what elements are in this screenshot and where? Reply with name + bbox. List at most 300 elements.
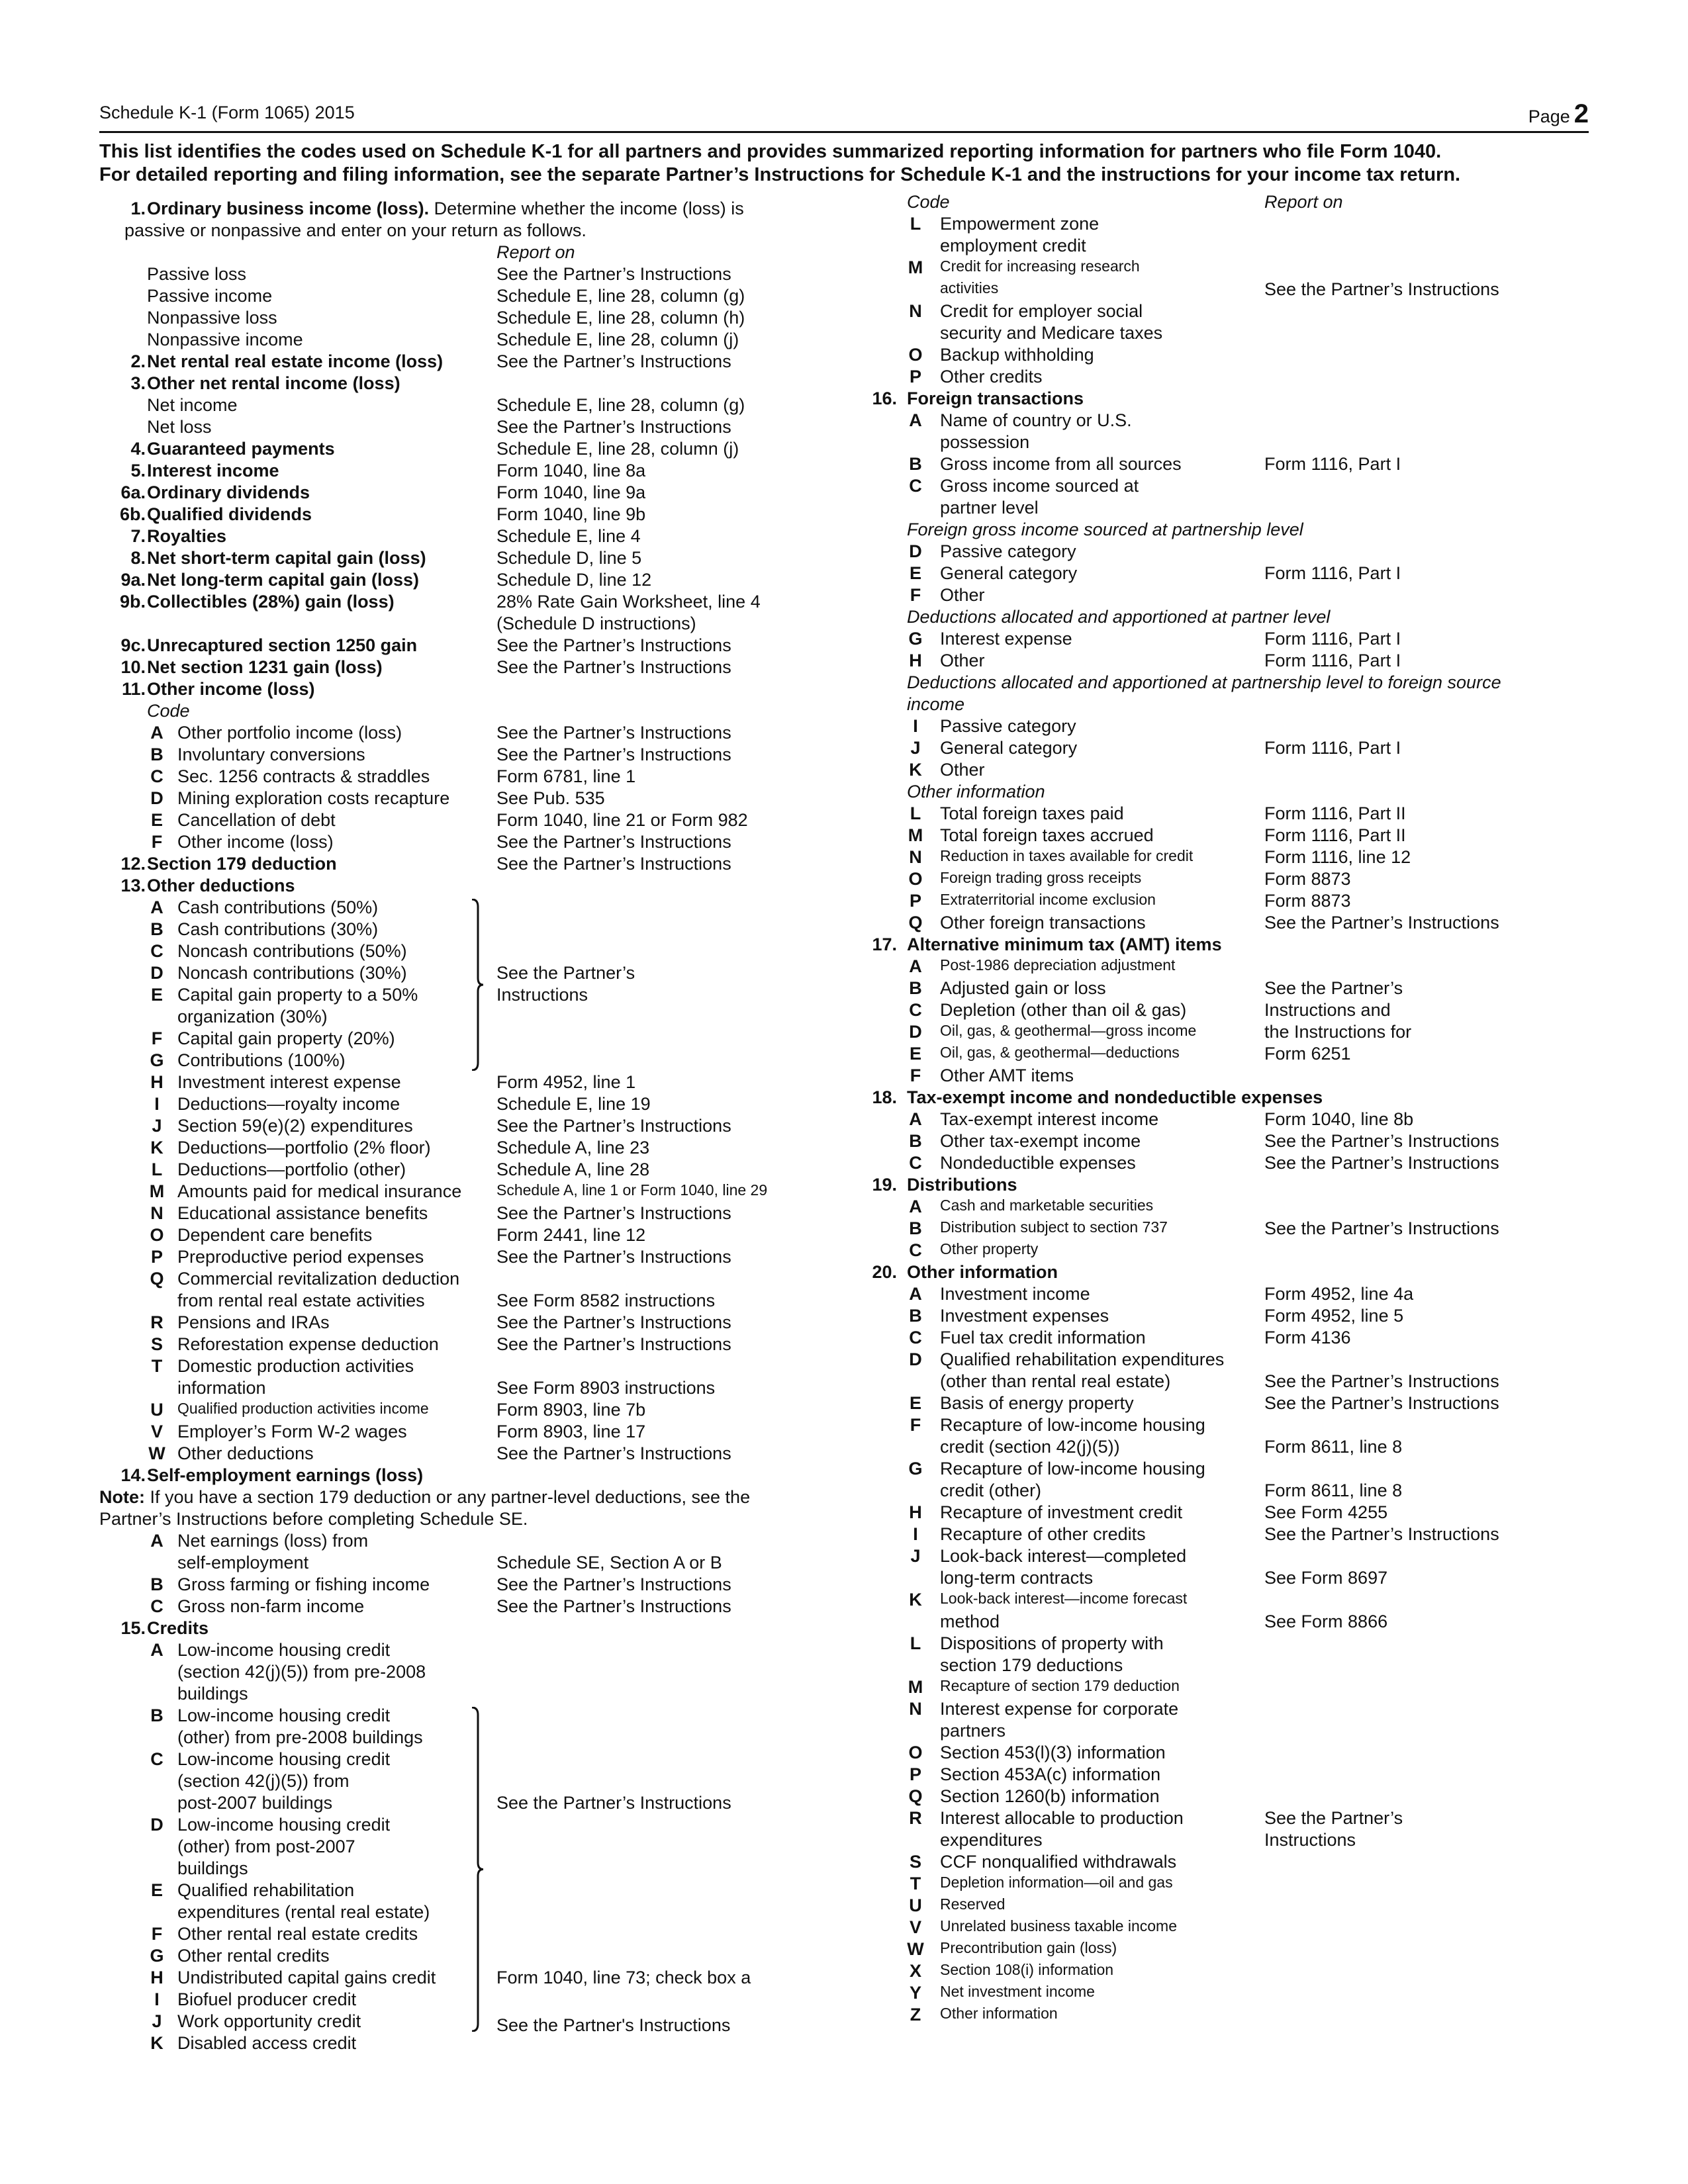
section-caption: Deductions allocated and apportioned at partner level: [907, 607, 1331, 627]
code-letter: A: [150, 1640, 164, 1660]
code-letter: E: [150, 1880, 163, 1900]
form-line: [861, 1895, 1595, 1917]
code-desc: Backup withholding: [940, 345, 1094, 365]
report-on: Schedule E, line 19: [496, 1094, 651, 1114]
line-number: 9b.: [119, 592, 146, 612]
line-number: 7.: [130, 526, 146, 546]
line-number: 3.: [130, 373, 146, 393]
report-on: See Form 8866: [1264, 1612, 1388, 1631]
form-line: [99, 199, 894, 220]
code-letter: S: [909, 1852, 921, 1872]
code-desc: Precontribution gain (loss): [940, 1939, 1117, 1956]
code-desc: Gross income from all sources: [940, 454, 1182, 474]
code-desc: (section 42(j)(5)) from: [177, 1771, 350, 1791]
page-number: Page 2: [1528, 99, 1589, 128]
form-line: [99, 832, 894, 854]
form-line: [99, 1618, 894, 1640]
code-letter: A: [909, 956, 922, 976]
code-desc: (other than rental real estate): [940, 1371, 1171, 1391]
code-letter: K: [150, 2033, 164, 2053]
code-desc: Interest allocable to production: [940, 1808, 1184, 1828]
code-letter: O: [908, 869, 923, 889]
form-line: [99, 657, 894, 679]
report-on: Form 8611, line 8: [1264, 1437, 1403, 1457]
form-line: [861, 1699, 1595, 1721]
line-title: Net short-term capital gain (loss): [147, 548, 426, 568]
code-desc: Foreign trading gross receipts: [940, 869, 1142, 886]
code-letter: P: [150, 1247, 163, 1267]
line-number: 9a.: [120, 570, 146, 590]
code-desc: section 179 deductions: [940, 1655, 1123, 1675]
code-desc: Credit for increasing research: [940, 257, 1140, 275]
line-number: 1.: [130, 199, 146, 218]
line-title: Other income (loss): [147, 679, 315, 699]
code-desc: credit (section 42(j)(5)): [940, 1437, 1120, 1457]
form-line: [99, 701, 894, 723]
code-letter: N: [150, 1203, 164, 1223]
report-on: Form 1116, Part II: [1264, 825, 1406, 845]
code-letter: H: [909, 651, 922, 670]
form-line: [99, 1924, 894, 1946]
form-line: [861, 978, 1595, 1000]
form-line: [861, 1961, 1595, 1983]
report-on: Report on: [1264, 192, 1343, 212]
code-desc: Noncash contributions (30%): [177, 963, 407, 983]
form-line: [861, 2005, 1595, 2026]
code-desc: Other deductions: [177, 1443, 314, 1463]
code-desc: Total foreign taxes accrued: [940, 825, 1154, 845]
intro-text: This list identifies the codes used on Schedule K-1 for all partners and provides summarized reporting information for partners who file Form 1040. For detailed reporting and filing information, see the separate Partner’s Instructions for Schedule K-1 and the instructions for your income tax return.: [99, 141, 1461, 185]
code-desc: Pensions and IRAs: [177, 1312, 330, 1332]
form-line: [99, 1727, 894, 1749]
code-letter: U: [909, 1895, 922, 1915]
code-letter: B: [909, 1131, 922, 1151]
section-caption: income: [907, 694, 965, 714]
form-line: [861, 847, 1595, 869]
form-line: [99, 1640, 894, 1662]
form-line: [99, 1531, 894, 1553]
code-desc: Qualified production activities income: [177, 1400, 429, 1417]
code-desc: Qualified rehabilitation: [177, 1880, 355, 1900]
form-line: [99, 1771, 894, 1793]
sub-item: Net loss: [147, 417, 212, 437]
form-line: [99, 1793, 894, 1815]
code-letter: G: [908, 629, 923, 649]
line-title: Net section 1231 gain (loss): [147, 657, 383, 677]
form-line: [99, 308, 894, 330]
left-column: [99, 199, 894, 2055]
form-line: [861, 1197, 1595, 1218]
code-desc: Noncash contributions (50%): [177, 941, 407, 961]
code-letter: F: [151, 1924, 163, 1944]
form-line: [861, 279, 1595, 301]
code-desc: expenditures: [940, 1830, 1043, 1850]
code-letter: I: [154, 1989, 160, 2009]
code-desc: Recapture of investment credit: [940, 1502, 1183, 1522]
code-letter: O: [908, 345, 923, 365]
form-line: [99, 679, 894, 701]
report-on: See the Partner’s: [1264, 1808, 1403, 1828]
report-on: Form 8873: [1264, 869, 1351, 889]
report-on: Form 8873: [1264, 891, 1351, 911]
report-on: Form 1116, Part I: [1264, 563, 1401, 583]
report-on: See the Partner’s Instructions: [1264, 1218, 1499, 1238]
line-number: 14.: [120, 1465, 146, 1485]
form-line: [99, 1400, 894, 1422]
code-letter: F: [151, 832, 163, 852]
form-line: [861, 410, 1595, 432]
form-line: [861, 1262, 1595, 1284]
code-letter: I: [913, 716, 918, 736]
form-line: [99, 919, 894, 941]
form-line: [861, 934, 1595, 956]
report-on: See the Partner’s Instructions: [496, 1334, 731, 1354]
line-number: 15.: [120, 1618, 146, 1638]
form-line: [861, 694, 1595, 716]
report-on: Form 4952, line 4a: [1264, 1284, 1414, 1304]
code-desc: Tax-exempt interest income: [940, 1109, 1159, 1129]
form-line: [861, 1786, 1595, 1808]
code-letter: E: [909, 1044, 921, 1064]
line-title: Other deductions: [147, 876, 295, 895]
report-on: See the Partner’s Instructions: [496, 1203, 731, 1223]
code-letter: C: [150, 1596, 164, 1616]
report-on: 28% Rate Gain Worksheet, line 4: [496, 592, 761, 612]
code-letter: D: [150, 963, 164, 983]
report-on: Form 8903, line 17: [496, 1422, 646, 1441]
code-letter: C: [909, 476, 922, 496]
code-desc: Dependent care benefits: [177, 1225, 373, 1245]
form-line: [861, 760, 1595, 782]
section-caption: Other information: [907, 782, 1045, 801]
form-line: [861, 1546, 1595, 1568]
report-on: Form 1040, line 21 or Form 982: [496, 810, 748, 830]
form-line: [99, 264, 894, 286]
form-line: [861, 1437, 1595, 1459]
code-desc: Low-income housing credit: [177, 1815, 391, 1835]
code-letter: E: [150, 985, 163, 1005]
report-on: Form 8611, line 8: [1264, 1480, 1403, 1500]
report-on: See the Partner’s Instructions: [496, 723, 731, 743]
form-line: [861, 716, 1595, 738]
code-letter: F: [151, 1028, 163, 1048]
code-desc: information: [177, 1378, 266, 1398]
report-on: See Form 8903 instructions: [496, 1378, 716, 1398]
report-on: See the Partner’s Instructions: [496, 1443, 731, 1463]
code-desc: Deductions—portfolio (2% floor): [177, 1138, 431, 1158]
code-letter: B: [909, 454, 922, 474]
code-letter: K: [909, 760, 922, 780]
code-letter: X: [909, 1961, 921, 1981]
form-line: [861, 1568, 1595, 1590]
code-desc: Adjusted gain or loss: [940, 978, 1106, 998]
line-desc: passive or nonpassive and enter on your return as follows.: [124, 220, 586, 240]
report-on: See the Partner’s Instructions: [496, 1312, 731, 1332]
form-header-title: Schedule K-1 (Form 1065) 2015: [99, 103, 355, 122]
sub-item: Passive loss: [147, 264, 247, 284]
report-on: See Form 4255: [1264, 1502, 1388, 1522]
code-desc: Investment interest expense: [177, 1072, 401, 1092]
code-desc: Section 1260(b) information: [940, 1786, 1160, 1806]
code-letter: M: [908, 1677, 923, 1697]
code-desc: Gross farming or fishing income: [177, 1574, 430, 1594]
report-on: See the Partner’s Instructions: [496, 635, 731, 655]
code-desc: Investment expenses: [940, 1306, 1109, 1326]
code-desc: Section 453A(c) information: [940, 1764, 1161, 1784]
code-desc: Other information: [940, 2005, 1058, 2022]
code-desc: (other) from pre-2008 buildings: [177, 1727, 423, 1747]
form-line: [99, 242, 894, 264]
code-letter: D: [150, 1815, 164, 1835]
code-letter: A: [909, 1109, 922, 1129]
code-letter: C: [909, 1240, 922, 1260]
code-desc: General category: [940, 738, 1078, 758]
code-desc: Cancellation of debt: [177, 810, 336, 830]
code-letter: Y: [909, 1983, 921, 2003]
form-line: [99, 897, 894, 919]
form-line: [861, 1306, 1595, 1328]
code-desc: Nondeductible expenses: [940, 1153, 1136, 1173]
code-letter: P: [909, 367, 921, 387]
form-line: [861, 520, 1595, 541]
form-line: [861, 738, 1595, 760]
form-line: [861, 1983, 1595, 2005]
code-letter: B: [150, 745, 164, 764]
form-line: [99, 1203, 894, 1225]
code-desc: Basis of energy property: [940, 1393, 1134, 1413]
line-title: Credits: [147, 1618, 209, 1638]
code-letter: W: [148, 1443, 165, 1463]
form-line: [99, 1378, 894, 1400]
code-desc: Unrelated business taxable income: [940, 1917, 1177, 1934]
code-letter: B: [909, 1306, 922, 1326]
code-letter: H: [150, 1072, 164, 1092]
form-line: [99, 1269, 894, 1291]
form-line: [99, 220, 894, 242]
note-body: If you have a section 179 deduction or any partner-level deductions, see the: [145, 1487, 751, 1507]
form-line: [99, 1094, 894, 1116]
form-line: [99, 1858, 894, 1880]
form-line: [99, 286, 894, 308]
report-on: Form 1116, Part I: [1264, 454, 1401, 474]
code-desc: Interest expense for corporate: [940, 1699, 1179, 1719]
report-on: Form 1116, Part I: [1264, 738, 1401, 758]
line-title: Foreign transactions: [907, 388, 1084, 408]
code-letter: V: [150, 1422, 163, 1441]
form-line: [861, 541, 1595, 563]
report-on: Form 1116, line 12: [1264, 847, 1411, 867]
code-desc: Cash and marketable securities: [940, 1197, 1154, 1214]
code-desc: possession: [940, 432, 1030, 452]
form-line: [861, 1612, 1595, 1633]
line-number: 6b.: [119, 504, 146, 524]
form-line: [99, 788, 894, 810]
report-on: See the Partner’s Instructions: [496, 1596, 731, 1616]
form-line: [99, 461, 894, 482]
form-line: [861, 1087, 1595, 1109]
code-desc: (other) from post-2007: [177, 1837, 355, 1856]
form-line: [861, 301, 1595, 323]
form-line: [861, 585, 1595, 607]
code-desc: Other income (loss): [177, 832, 334, 852]
code-letter: P: [909, 1764, 921, 1784]
form-line: [861, 1349, 1595, 1371]
line-title: Royalties: [147, 526, 227, 546]
line-number: 17.: [872, 934, 897, 954]
code-desc: Credit for employer social: [940, 301, 1143, 321]
form-line: [99, 1946, 894, 1968]
form-line: [99, 963, 894, 985]
form-line: [99, 1902, 894, 1924]
report-on: See the Partner’s Instructions: [496, 264, 731, 284]
line-title: Distributions: [907, 1175, 1017, 1195]
sub-item: Nonpassive income: [147, 330, 303, 349]
report-on: Form 1040, line 9a: [496, 482, 646, 502]
form-line: [99, 985, 894, 1007]
form-line: [861, 1240, 1595, 1262]
code-desc: Other foreign transactions: [940, 913, 1146, 933]
header-rule: [99, 131, 1589, 133]
line-title: Self-employment earnings (loss): [147, 1465, 424, 1485]
line-number: 13.: [120, 876, 146, 895]
code-desc: Passive category: [940, 716, 1076, 736]
code-desc: activities: [940, 279, 999, 296]
code-desc: buildings: [177, 1858, 248, 1878]
form-line: [99, 526, 894, 548]
form-line: [99, 1706, 894, 1727]
report-on: See the Partner’s Instructions: [1264, 1153, 1499, 1173]
form-line: [861, 1153, 1595, 1175]
code-desc: Disabled access credit: [177, 2033, 357, 2053]
code-desc: Involuntary conversions: [177, 745, 365, 764]
form-line: [99, 439, 894, 461]
code-letter: B: [150, 919, 164, 939]
code-desc: Other AMT items: [940, 1066, 1074, 1085]
form-line: [861, 1000, 1595, 1022]
line-number: 8.: [130, 548, 146, 568]
sub-item: Net income: [147, 395, 238, 415]
report-on: Schedule E, line 28, column (g): [496, 286, 745, 306]
report-on: See the Partner’s Instructions: [1264, 913, 1499, 933]
form-line: [861, 607, 1595, 629]
report-on: See the Partner’s Instructions: [496, 854, 731, 874]
code-letter: M: [908, 257, 923, 277]
code-desc: Extraterritorial income exclusion: [940, 891, 1156, 908]
code-desc: Look-back interest—income forecast: [940, 1590, 1188, 1607]
code-desc: Undistributed capital gains credit: [177, 1968, 436, 1987]
code-desc: Other tax-exempt income: [940, 1131, 1141, 1151]
form-line: [99, 570, 894, 592]
code-desc: Commercial revitalization deduction: [177, 1269, 460, 1289]
section-caption: Deductions allocated and apportioned at partnership level to foreign source: [907, 672, 1501, 692]
report-on: Schedule SE, Section A or B: [496, 1553, 722, 1572]
code-desc: Recapture of low-income housing: [940, 1459, 1205, 1479]
form-line: [861, 1633, 1595, 1655]
code-letter: E: [909, 1393, 921, 1413]
form-line: [99, 1247, 894, 1269]
right-column: [861, 192, 1595, 2026]
form-line: [861, 345, 1595, 367]
form-line: [861, 1066, 1595, 1087]
code-desc: Distribution subject to section 737: [940, 1218, 1168, 1236]
code-desc: Empowerment zone: [940, 214, 1100, 234]
code-letter: I: [154, 1094, 160, 1114]
code-letter: V: [909, 1917, 921, 1937]
form-line: [99, 635, 894, 657]
code-desc: Sec. 1256 contracts & straddles: [177, 766, 430, 786]
code-letter: Q: [908, 1786, 923, 1806]
form-line: [861, 1655, 1595, 1677]
form-line: [99, 876, 894, 897]
report-on: Schedule E, line 28, column (j): [496, 330, 739, 349]
code-desc: Other credits: [940, 367, 1043, 387]
code-desc: Gross non-farm income: [177, 1596, 365, 1616]
code-letter: A: [150, 723, 164, 743]
line-number: 19.: [872, 1175, 897, 1195]
code-desc: Capital gain property to a 50%: [177, 985, 418, 1005]
code-desc: Net investment income: [940, 1983, 1095, 2000]
report-on: Form 4952, line 5: [1264, 1306, 1404, 1326]
form-line: [99, 1596, 894, 1618]
report-on: See the Partner’s: [1264, 978, 1403, 998]
code-desc: Recapture of other credits: [940, 1524, 1146, 1544]
line-title: Guaranteed payments: [147, 439, 335, 459]
code-desc: Low-income housing credit: [177, 1640, 391, 1660]
form-line: [861, 1284, 1595, 1306]
code-desc: Low-income housing credit: [177, 1706, 391, 1725]
report-on: See the Partner’s: [496, 963, 635, 983]
report-on: Schedule D, line 12: [496, 570, 652, 590]
form-line: [99, 351, 894, 373]
code-desc: Other: [940, 585, 985, 605]
note-label: Note:: [99, 1487, 145, 1507]
report-on: See Form 8582 instructions: [496, 1291, 716, 1310]
code-letter: F: [910, 1415, 921, 1435]
form-line: [99, 1116, 894, 1138]
form-line: [99, 1312, 894, 1334]
code-letter: A: [909, 1197, 922, 1216]
form-line: [99, 1684, 894, 1706]
code-letter: G: [908, 1459, 923, 1479]
report-on: Schedule E, line 28, column (j): [496, 439, 739, 459]
code-desc: Reserved: [940, 1895, 1006, 1913]
line-number: 10.: [120, 657, 146, 677]
code-desc: Oil, gas, & geothermal—deductions: [940, 1044, 1180, 1061]
code-letter: B: [909, 1218, 922, 1238]
code-letter: Q: [908, 913, 923, 933]
code-letter: O: [150, 1225, 164, 1245]
line-number: 4.: [130, 439, 146, 459]
code-letter: Z: [910, 2005, 921, 2025]
form-line: [861, 1044, 1595, 1066]
line-title: Unrecaptured section 1250 gain: [147, 635, 418, 655]
report-on: See the Partner’s Instructions: [1264, 1371, 1499, 1391]
form-line: [861, 1852, 1595, 1874]
report-on: (Schedule D instructions): [496, 614, 696, 633]
code-letter: A: [150, 897, 164, 917]
form-line: [99, 723, 894, 745]
report-on: Form 4952, line 1: [496, 1072, 636, 1092]
section-caption: Foreign gross income sourced at partnership level: [907, 520, 1303, 539]
report-on: Schedule A, line 23: [496, 1138, 650, 1158]
line-number: 20.: [872, 1262, 897, 1282]
code-letter: D: [909, 1022, 922, 1042]
code-letter: F: [910, 585, 921, 605]
line-number: 16.: [872, 388, 897, 408]
form-line: [861, 1939, 1595, 1961]
code-letter: B: [909, 978, 922, 998]
code-desc: Post-1986 depreciation adjustment: [940, 956, 1176, 974]
